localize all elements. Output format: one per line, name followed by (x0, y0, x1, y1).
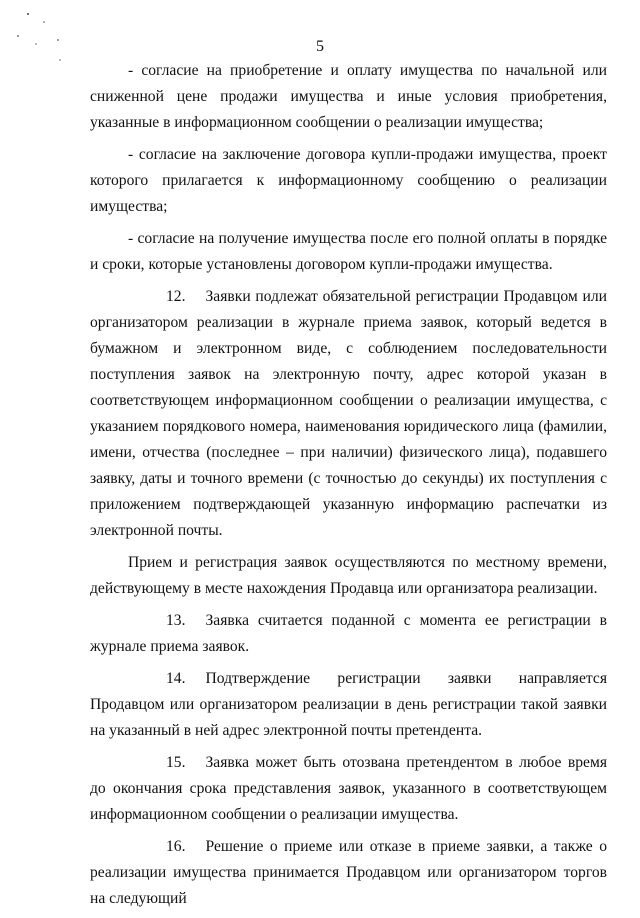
paragraph-text: - согласие на заключение договора купли-продажи имущества, проект которого прилагается к информационному сообщению о реализации имущества; (90, 146, 607, 215)
clause-12 (90, 284, 607, 544)
paragraph-consent-receipt (90, 226, 607, 278)
clause-number: 12. (166, 288, 186, 305)
document-body (90, 58, 607, 918)
clause-15 (90, 750, 607, 828)
clause-number: 16. (166, 838, 186, 855)
paragraph-text: - согласие на получение имущества после его полной оплаты в порядке и сроки, которые установлены договором купли-продажи имущества. (90, 230, 607, 273)
paragraph-registration-time (90, 550, 607, 602)
clause-text: Заявка может быть отозвана претендентом в любое время до окончания срока представления заявок, указанного в соответствующем информационном сообщении о реализации имущества. (90, 754, 607, 823)
clause-text: Заявка считается поданной с момента ее регистрации в журнале приема заявок. (90, 612, 607, 655)
clause-13 (90, 608, 607, 660)
clause-14 (90, 666, 607, 744)
clause-number: 15. (166, 754, 186, 771)
page-number: 5 (316, 38, 324, 55)
clause-number: 13. (166, 612, 186, 629)
paragraph-text: - согласие на приобретение и оплату имущества по начальной или сниженной цене продажи имущества и иные условия приобретения, указанные в информационном сообщении о реализации имущества; (90, 62, 607, 131)
scan-noise-marks (0, 0, 90, 70)
paragraph-consent-contract (90, 142, 607, 220)
clause-number: 14. (166, 670, 186, 687)
clause-16 (90, 834, 607, 912)
clause-text: Подтверждение регистрации заявки направляется Продавцом или организатором реализации в день регистрации такой заявки на указанный в ней адрес электронной почты претендента. (90, 670, 607, 739)
clause-text: Заявки подлежат обязательной регистрации Продавцом или организатором реализации в журнале приема заявок, который ведется в бумажном и электронном виде, с соблюдением последовательности поступления заявок на электронную почту, адрес которой указан в соответствующем информационном сообщении о реализации имущества, с указанием порядкового номера, наименования юридического лица (фамилии, имени, отчества (последнее – при наличии) физического лица), подавшего заявку, даты и точного времени (с точностью до секунды) их поступления с приложением подтверждающей указанную информацию распечатки из электронной почты. (90, 288, 607, 539)
paragraph-text: Прием и регистрация заявок осуществляются по местному времени, действующему в месте нахождения Продавца или организатора реализации. (90, 554, 607, 597)
paragraph-consent-purchase (90, 58, 607, 136)
clause-text: Решение о приеме или отказе в приеме заявки, а также о реализации имущества принимается Продавцом или организатором торгов на следующий (90, 838, 607, 907)
